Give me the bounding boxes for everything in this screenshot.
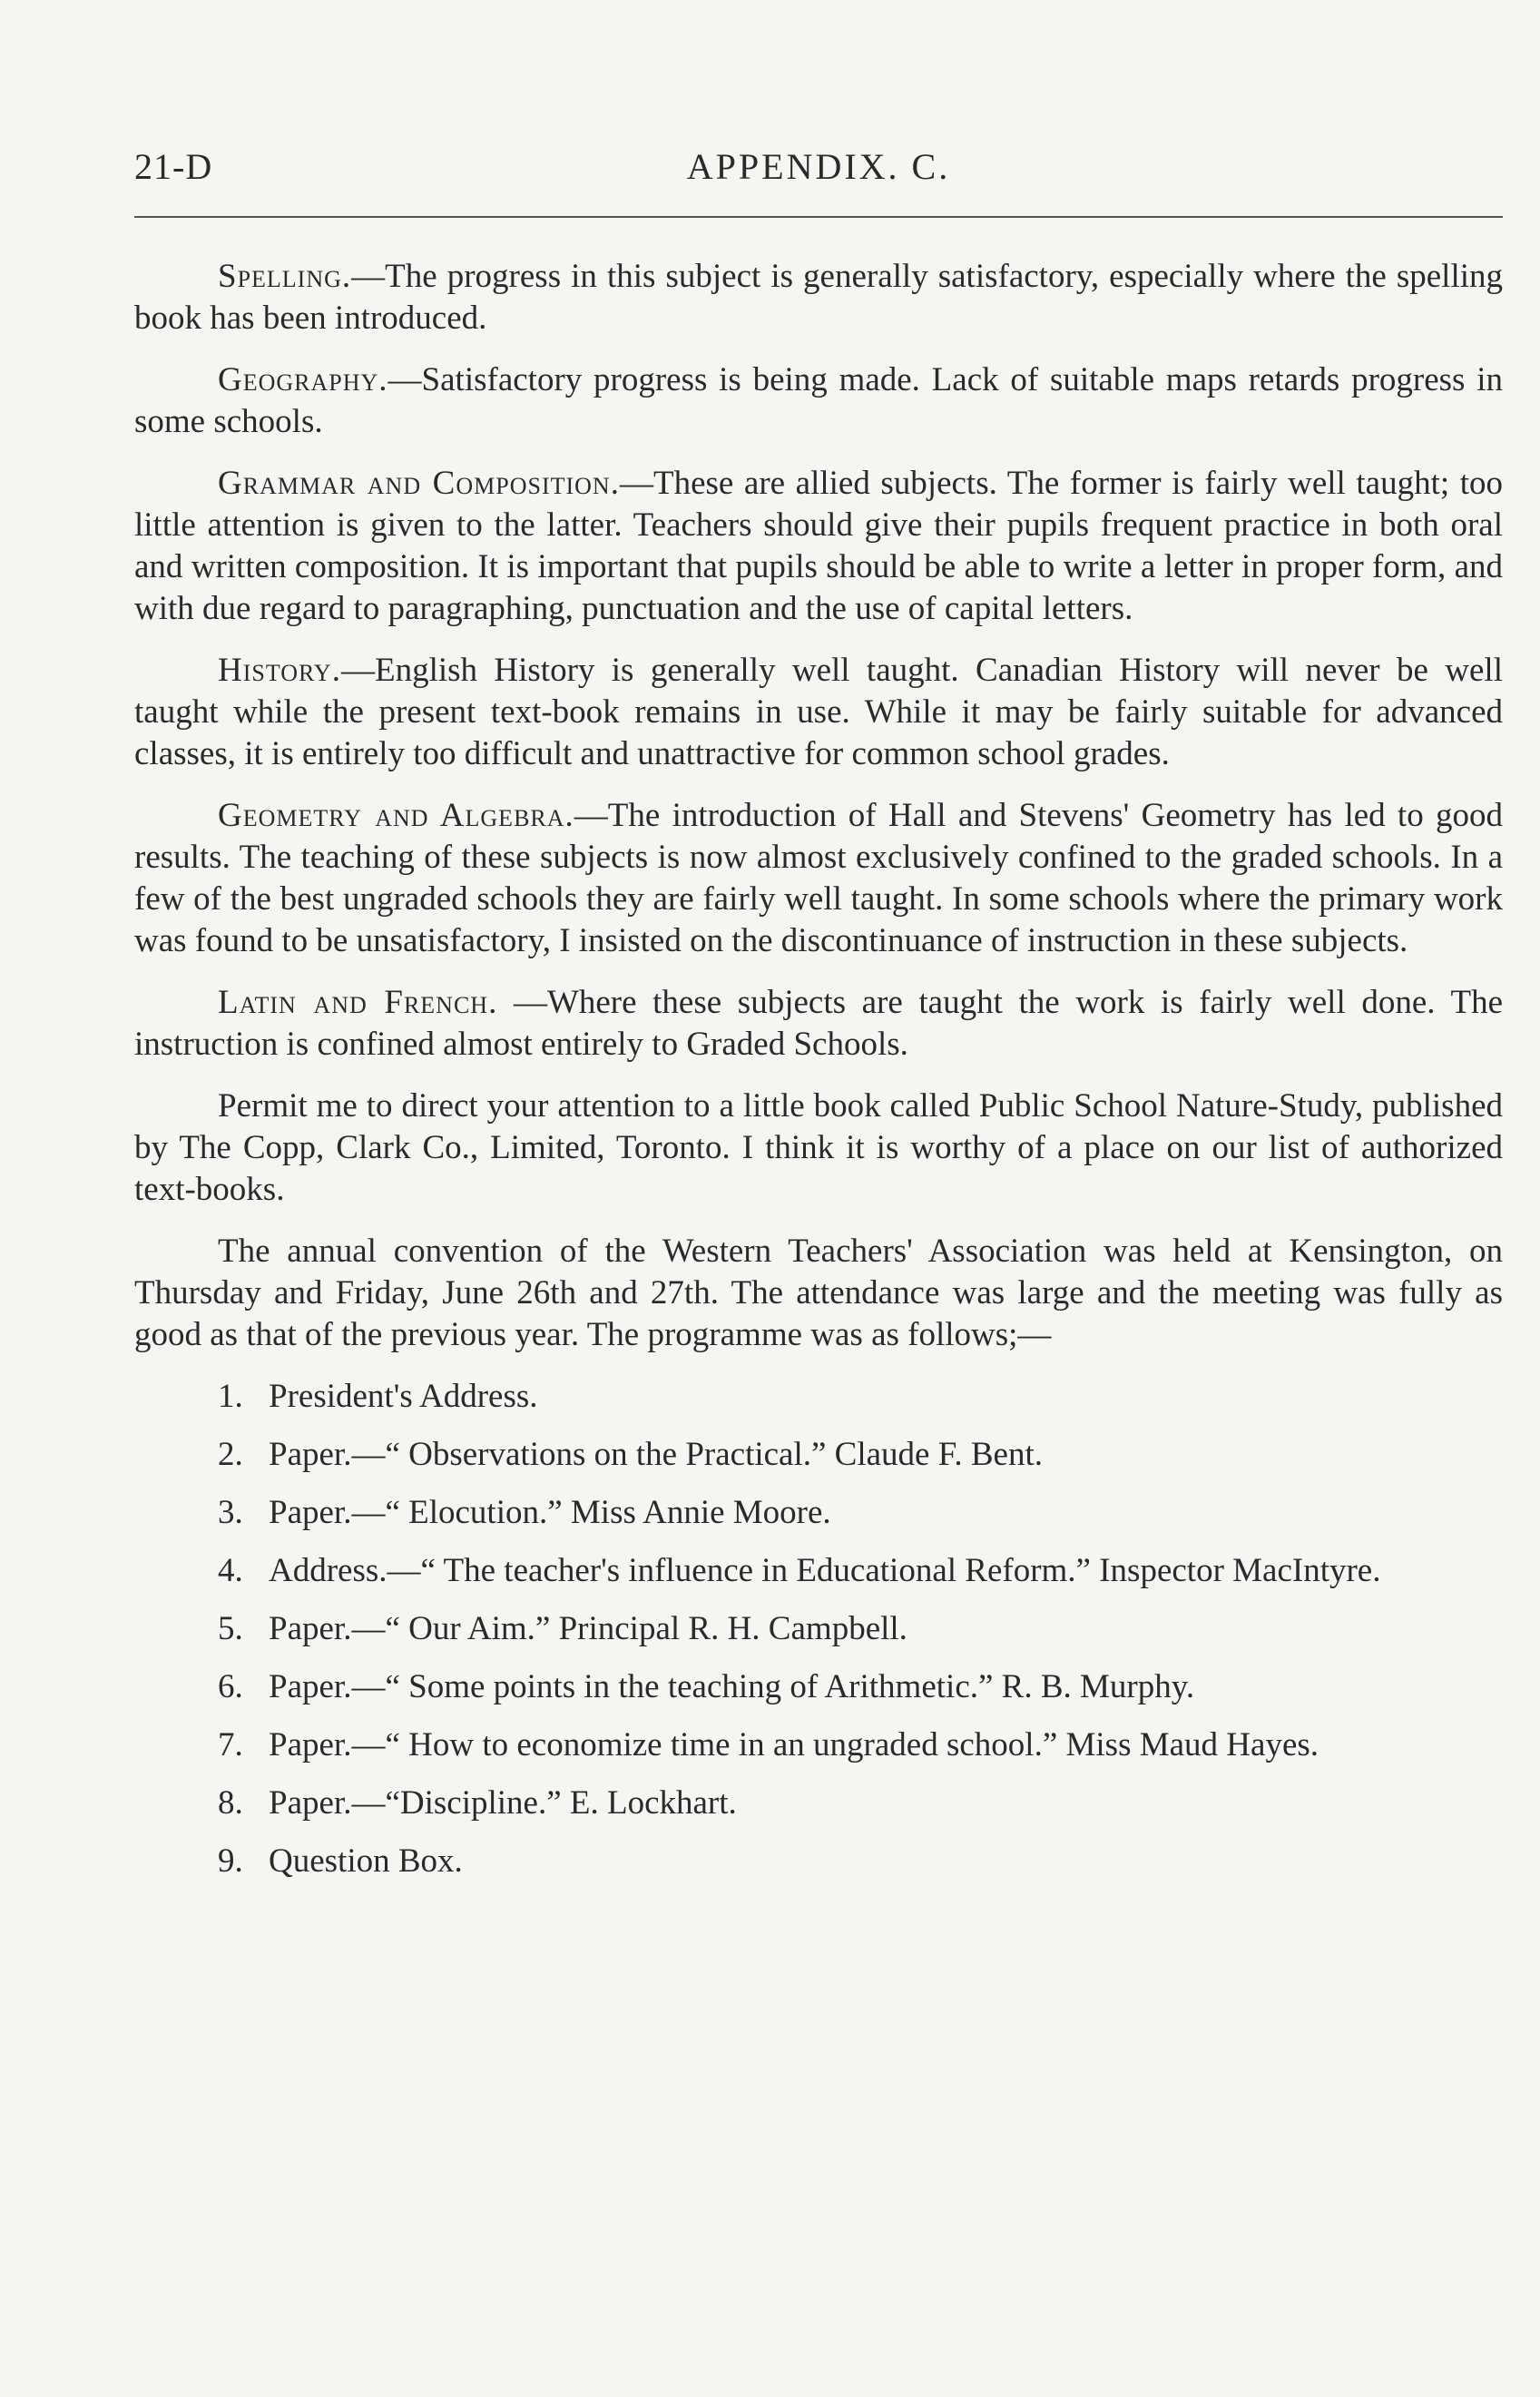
item-number: 6. [218,1668,243,1705]
section-latin-french [134,982,1503,1066]
section-history [134,650,1503,775]
item-text: Address.—“ The teacher's influence in Educational Reform.” Inspector MacIntyre. [269,1552,1381,1589]
section-spelling [134,256,1503,339]
list-item [134,1783,1503,1824]
item-number: 8. [218,1784,243,1822]
paragraph-convention: The annual convention of the Western Teachers' Association was held at Kensington, on Thursday and Friday, June 26th and 27th. The attendance was large and the meeting was fully as good as that of the previous year. The programme was as follows;— [134,1233,1503,1353]
page-header [134,136,1503,200]
section-text: —The progress in this subject is generally satisfactory, especially where the spelling book has been introduced. [134,258,1503,337]
item-text: Paper.—“ Our Aim.” Principal R. H. Campbell. [269,1610,907,1647]
item-number: 9. [218,1842,243,1880]
section-geometry-algebra [134,795,1503,962]
section-heading: History. [218,652,341,689]
section-heading: Spelling. [218,258,352,295]
list-item [134,1666,1503,1708]
section-text: —Satisfactory progress is being made. Lack of suitable maps retards progress in some schools. [134,361,1503,440]
item-number: 2. [218,1436,243,1473]
list-item [134,1608,1503,1650]
section-heading: Geometry and Algebra. [218,797,574,834]
page-number: 21-D [134,146,213,187]
list-item [134,1724,1503,1766]
programme-list [134,1376,1503,1882]
paragraph-nature-study: Permit me to direct your attention to a little book called Public School Nature-Study, published by The Copp, Clark Co., Limited, Toronto. I think it is worthy of a place on our list of authorized text-books. [134,1087,1503,1208]
section-heading: Latin and French. [218,984,498,1021]
item-number: 5. [218,1610,243,1647]
list-item [134,1550,1503,1592]
section-heading: Grammar and Composition. [218,465,620,502]
section-text: —These are allied subjects. The former is fairly well taught; too little attention is given to the latter. Teachers should give their pupils frequent practice in both oral and written composition. It is important that pupils should be able to write a letter in proper form, and with due regard to paragraphing, punctuation and the use of capital letters. [134,465,1504,627]
list-item [134,1434,1503,1476]
document-page [134,136,1503,1899]
item-number: 7. [218,1726,243,1763]
header-rule [134,216,1503,218]
section-text: —The introduction of Hall and Stevens' Geometry has led to good results. The teaching of these subjects is now almost exclusively confined to the graded schools. In a few of the best ungraded schools they are fairly well taught. In some schools where the primary work was found to be unsatisfactory, I insisted on the discontinuance of instruction in these subjects. [134,797,1503,959]
running-title: APPENDIX. C. [686,146,951,187]
section-text: —Where these subjects are taught the work is fairly well done. The instruction is confined almost entirely to Graded Schools. [134,984,1503,1063]
document-body [134,256,1503,1882]
item-text: Paper.—“ Some points in the teaching of Arithmetic.” R. B. Murphy. [269,1668,1195,1705]
item-number: 3. [218,1494,243,1531]
list-item [134,1376,1503,1418]
item-text: Paper.—“ How to economize time in an ungraded school.” Miss Maud Hayes. [269,1726,1319,1763]
list-item [134,1841,1503,1882]
section-heading: Geography. [218,361,388,398]
item-number: 4. [218,1552,243,1589]
section-grammar-composition [134,463,1503,630]
item-text: Paper.—“ Elocution.” Miss Annie Moore. [269,1494,831,1531]
item-text: Paper.—“Discipline.” E. Lockhart. [269,1784,737,1822]
list-item [134,1492,1503,1534]
item-number: 1. [218,1378,243,1415]
item-text: Paper.—“ Observations on the Practical.” Claude F. Bent. [269,1436,1043,1473]
item-text: Question Box. [269,1842,463,1880]
section-text: —English History is generally well taught. Canadian History will never be well taught while the present text-book remains in use. While it may be fairly suitable for advanced classes, it is entirely too difficult and unattractive for common school grades. [134,652,1503,772]
section-geography [134,359,1503,443]
item-text: President's Address. [269,1378,538,1415]
